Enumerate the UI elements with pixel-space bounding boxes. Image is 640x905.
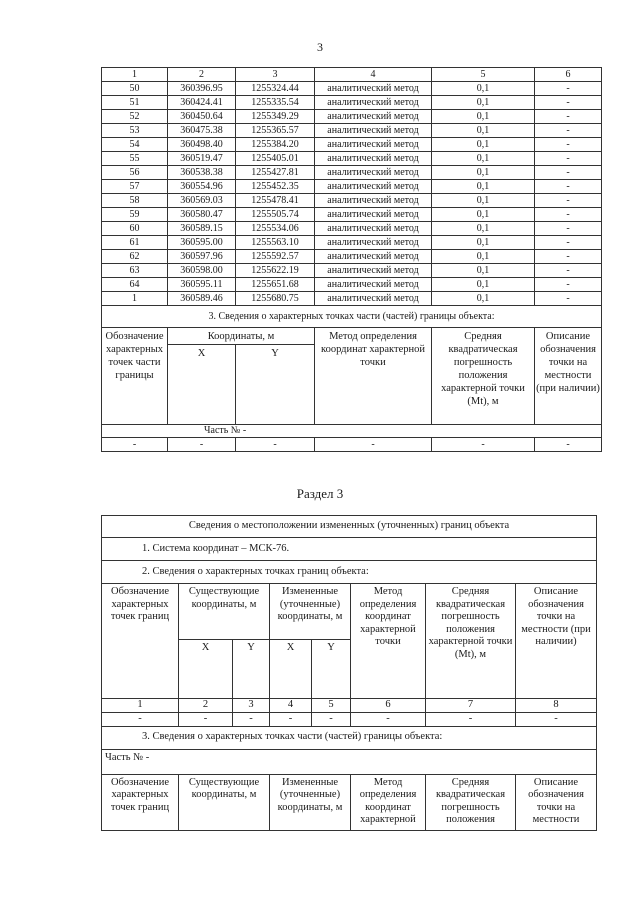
col-number: 3 [233,699,270,713]
point-number: 56 [102,166,168,180]
point-number: 51 [102,96,168,110]
header-description: Описание обозначения точки на местности (при наличии) [516,584,597,699]
method: аналитический метод [315,222,432,236]
column-numbers-row [102,699,597,713]
header-x: X [179,640,233,699]
header-row-b [102,774,597,830]
coord-y: 1255534.06 [236,222,315,236]
method: аналитический метод [315,110,432,124]
method: аналитический метод [315,236,432,250]
accuracy: 0,1 [432,278,535,292]
coord-y: 1255452.35 [236,180,315,194]
accuracy: 0,1 [432,292,535,306]
header-designation: Обозначение характерных точек границ [102,584,179,699]
header-description: Описание обозначения точки на местности (при наличии) [535,328,602,425]
empty-cell: - [315,438,432,452]
table-row [102,292,602,306]
header-x: X [168,345,236,425]
table-row [102,124,602,138]
accuracy: 0,1 [432,110,535,124]
table-row [102,110,602,124]
coord-x: 360519.47 [168,152,236,166]
empty-cell: - [270,713,312,727]
header-designation: Обозначение характерных точек части границы [102,328,168,425]
point-number: 54 [102,138,168,152]
empty-cell: - [102,438,168,452]
method: аналитический метод [315,96,432,110]
point-number: 63 [102,264,168,278]
coord-x: 360595.00 [168,236,236,250]
section-title: Раздел 3 [296,486,344,501]
coord-y: 1255335.54 [236,96,315,110]
coord-x: 360396.95 [168,82,236,96]
part-label: Часть № - [102,425,602,438]
accuracy: 0,1 [432,180,535,194]
accuracy: 0,1 [432,82,535,96]
table-row [102,96,602,110]
coord-y: 1255622.19 [236,264,315,278]
col-number: 1 [102,68,168,82]
header-x: X [270,640,312,699]
header-y: Y [312,640,351,699]
coord-y: 1255592.57 [236,250,315,264]
coord-x: 360597.96 [168,250,236,264]
description: - [535,236,602,250]
point-number: 50 [102,82,168,96]
accuracy: 0,1 [432,194,535,208]
point-number: 58 [102,194,168,208]
description: - [535,124,602,138]
description: - [535,96,602,110]
coord-y: 1255365.57 [236,124,315,138]
empty-cell: - [312,713,351,727]
coord-x: 360598.00 [168,264,236,278]
description: - [535,110,602,124]
empty-cell: - [102,713,179,727]
point-number: 1 [102,292,168,306]
empty-cell: - [535,438,602,452]
part-points-title-row [102,726,597,749]
col-number: 7 [426,699,516,713]
col-number: 5 [312,699,351,713]
description: - [535,152,602,166]
coord-x: 360580.47 [168,208,236,222]
empty-row [102,438,602,452]
point-number: 64 [102,278,168,292]
point-number: 55 [102,152,168,166]
coord-y: 1255405.01 [236,152,315,166]
coord-y: 1255651.68 [236,278,315,292]
header-existing: Существующие координаты, м [179,584,270,640]
header-changed: Измененные (уточненные) координаты, м [270,584,351,640]
description: - [535,82,602,96]
col-number: 6 [535,68,602,82]
coord-y: 1255505.74 [236,208,315,222]
accuracy: 0,1 [432,208,535,222]
points-title: 2. Сведения о характерных точках границ объекта: [102,561,597,584]
col-number: 1 [102,699,179,713]
header-coordinates: Координаты, м [168,328,315,345]
header-accuracy: Средняя квадратическая погрешность положения [426,774,516,830]
col-number: 3 [236,68,315,82]
method: аналитический метод [315,152,432,166]
description: - [535,292,602,306]
table-row [102,208,602,222]
method: аналитический метод [315,194,432,208]
accuracy: 0,1 [432,152,535,166]
empty-cell: - [426,713,516,727]
section-title-row [102,306,602,328]
coord-y: 1255427.81 [236,166,315,180]
part-row [102,749,597,774]
header-row [102,328,602,345]
method: аналитический метод [315,166,432,180]
point-number: 53 [102,124,168,138]
table-title: Сведения о местоположении измененных (уточненных) границ объекта [102,516,597,538]
table-row [102,152,602,166]
col-number: 8 [516,699,597,713]
description: - [535,222,602,236]
method: аналитический метод [315,292,432,306]
coord-y: 1255680.75 [236,292,315,306]
coord-x: 360424.41 [168,96,236,110]
col-number: 5 [432,68,535,82]
table-row [102,222,602,236]
col-number: 4 [315,68,432,82]
accuracy: 0,1 [432,236,535,250]
accuracy: 0,1 [432,166,535,180]
header-method: Метод определения координат характерной точки [351,584,426,699]
empty-cell: - [179,713,233,727]
coord-x: 360589.46 [168,292,236,306]
header-method: Метод определения координат характерной точки [315,328,432,425]
coord-x: 360554.96 [168,180,236,194]
method: аналитический метод [315,124,432,138]
method: аналитический метод [315,208,432,222]
table-row [102,264,602,278]
coord-system: 1. Система координат – МСК-76. [102,538,597,561]
part-points-title: 3. Сведения о характерных точках части (частей) границы объекта: [102,306,602,328]
empty-cell: - [233,713,270,727]
table-row [102,166,602,180]
accuracy: 0,1 [432,138,535,152]
part-label: Часть № - [102,749,597,774]
header-existing: Существующие координаты, м [179,774,270,830]
coord-y: 1255563.10 [236,236,315,250]
coord-y: 1255324.44 [236,82,315,96]
point-number: 52 [102,110,168,124]
column-numbers-row [102,68,602,82]
table-row [102,194,602,208]
table-row [102,250,602,264]
accuracy: 0,1 [432,124,535,138]
header-designation: Обозначение характерных точек границ [102,774,179,830]
empty-cell: - [351,713,426,727]
description: - [535,208,602,222]
point-number: 62 [102,250,168,264]
table-row [102,278,602,292]
header-description: Описание обозначения точки на местности [516,774,597,830]
col-number: 6 [351,699,426,713]
table-title-row [102,516,597,538]
point-number: 57 [102,180,168,194]
empty-cell: - [168,438,236,452]
coord-x: 360538.38 [168,166,236,180]
method: аналитический метод [315,180,432,194]
empty-cell: - [236,438,315,452]
description: - [535,138,602,152]
accuracy: 0,1 [432,250,535,264]
table-row [102,236,602,250]
coord-x: 360595.11 [168,278,236,292]
header-accuracy: Средняя квадратическая погрешность положения характерной точки (Mt), м [426,584,516,699]
points-title-row [102,561,597,584]
method: аналитический метод [315,250,432,264]
method: аналитический метод [315,82,432,96]
header-changed: Измененные (уточненные) координаты, м [270,774,351,830]
coord-x: 360475.38 [168,124,236,138]
empty-cell: - [516,713,597,727]
accuracy: 0,1 [432,96,535,110]
coord-y: 1255478.41 [236,194,315,208]
page-number: 3 [317,40,323,54]
point-number: 60 [102,222,168,236]
header-accuracy: Средняя квадратическая погрешность положения характерной точки (Mt), м [432,328,535,425]
col-number: 2 [179,699,233,713]
method: аналитический метод [315,278,432,292]
coord-x: 360498.40 [168,138,236,152]
point-number: 59 [102,208,168,222]
description: - [535,166,602,180]
table-row [102,82,602,96]
coord-y: 1255349.29 [236,110,315,124]
coord-x: 360450.64 [168,110,236,124]
boundary-points-table [101,67,602,452]
method: аналитический метод [315,138,432,152]
part-points-title: 3. Сведения о характерных точках части (частей) границы объекта: [102,726,597,749]
empty-cell: - [432,438,535,452]
table-row [102,138,602,152]
point-number: 61 [102,236,168,250]
table-row [102,180,602,194]
coord-x: 360589.15 [168,222,236,236]
header-y: Y [236,345,315,425]
description: - [535,264,602,278]
method: аналитический метод [315,264,432,278]
header-method: Метод определения координат характерной [351,774,426,830]
empty-row [102,713,597,727]
coord-system-row [102,538,597,561]
description: - [535,250,602,264]
changed-boundaries-table [101,515,597,831]
accuracy: 0,1 [432,222,535,236]
coord-y: 1255384.20 [236,138,315,152]
description: - [535,194,602,208]
header-row [102,584,597,640]
header-y: Y [233,640,270,699]
coord-x: 360569.03 [168,194,236,208]
col-number: 4 [270,699,312,713]
accuracy: 0,1 [432,264,535,278]
col-number: 2 [168,68,236,82]
part-row [102,425,602,438]
description: - [535,180,602,194]
description: - [535,278,602,292]
